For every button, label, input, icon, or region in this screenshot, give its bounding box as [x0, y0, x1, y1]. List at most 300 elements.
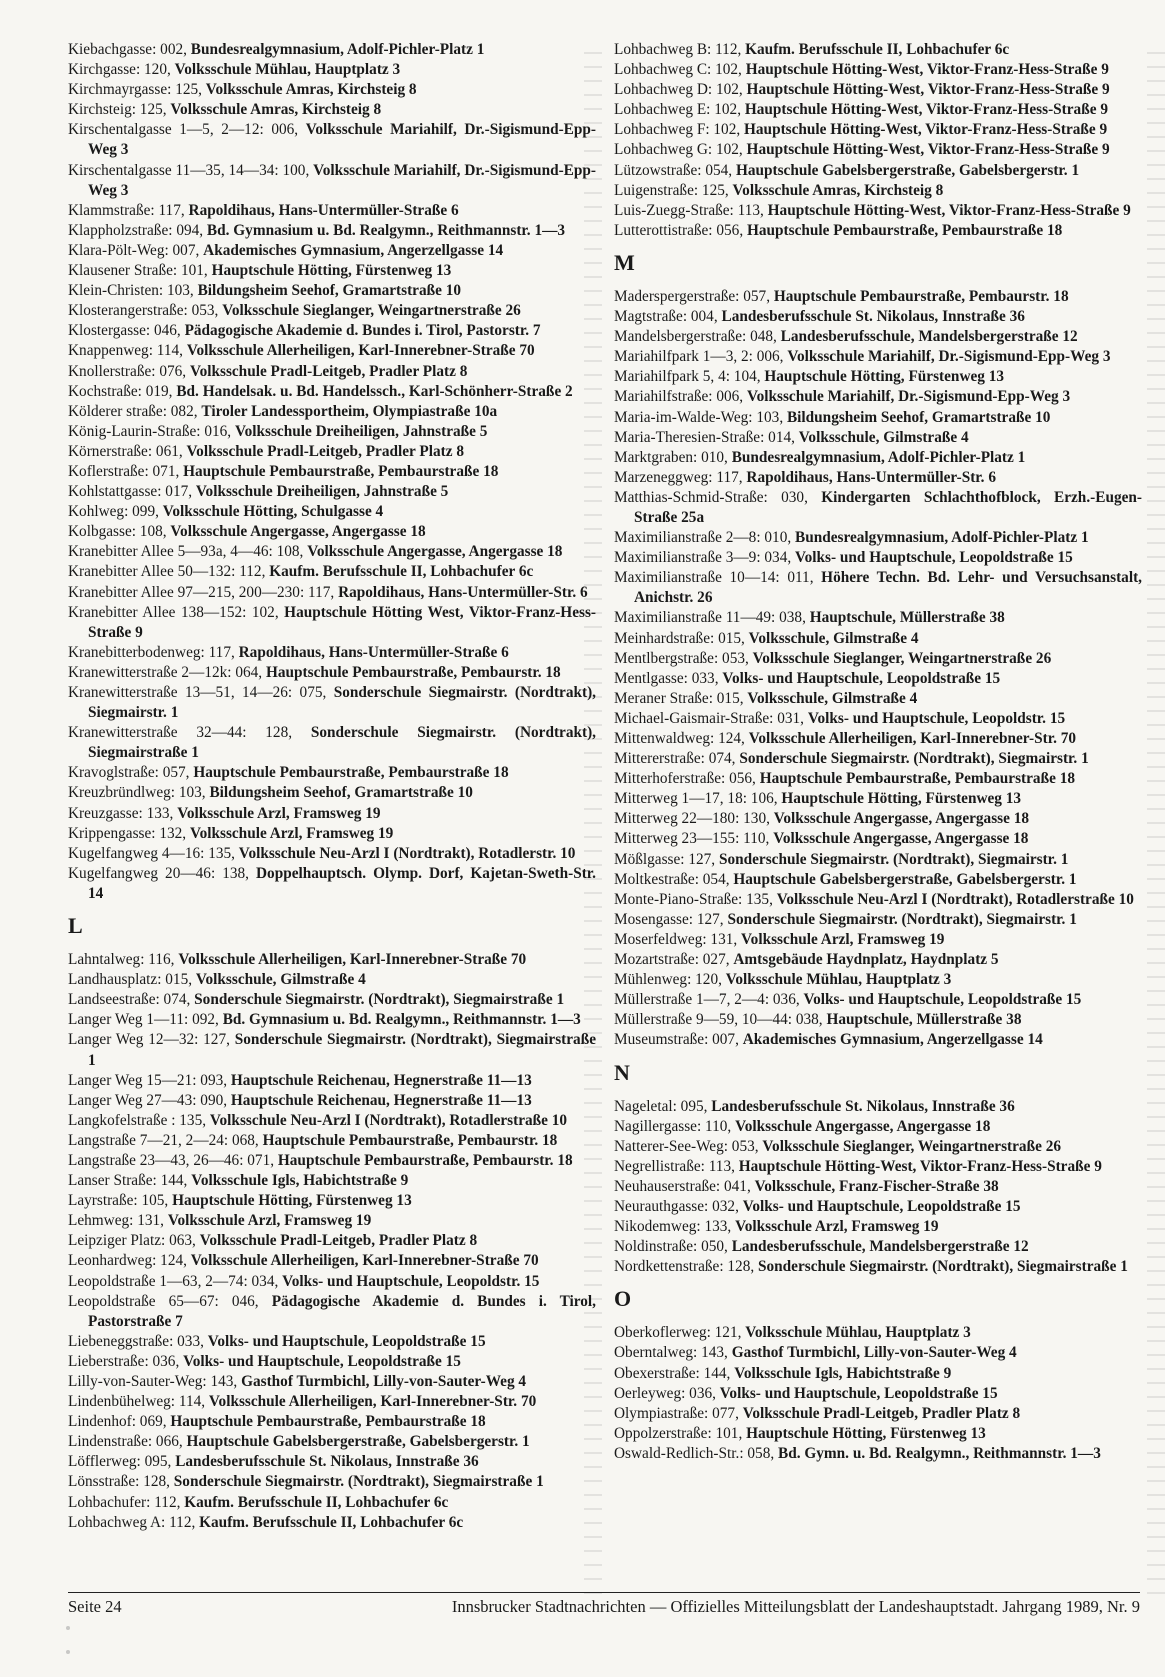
street-entry	[614, 40, 1142, 60]
street-entry	[68, 723, 596, 763]
school-assignment: Volksschule Mühlau, Hauptplatz 3	[745, 1324, 971, 1342]
street-entry	[68, 783, 596, 803]
street-name: Mühlenweg: 120,	[614, 971, 722, 989]
street-name: Kugelfangweg 20—46: 138,	[68, 864, 249, 882]
school-assignment: Höhere Techn. Bd. Lehr- und Versuchsanstalt, Anichstr. 26	[634, 569, 1142, 607]
school-assignment: Sonderschule Siegmairstr. (Nordtrakt), Siegmairstraße 1	[194, 991, 565, 1009]
street-name: Kirchgasse: 120,	[68, 61, 171, 79]
street-name: Kiebachgasse: 002,	[68, 41, 187, 58]
street-entry	[614, 1117, 1142, 1137]
street-entry	[68, 201, 596, 221]
school-assignment: Volksschule Dreiheiligen, Jahnstraße 5	[234, 422, 488, 440]
street-entry	[614, 970, 1142, 990]
school-assignment: Volksschule Pradl-Leitgeb, Pradler Platz 8	[186, 442, 464, 460]
street-entry	[614, 181, 1142, 201]
street-name: Obexerstraße: 144,	[614, 1364, 731, 1382]
street-entry	[68, 1151, 596, 1171]
school-assignment: Volksschule, Gilmstraße 4	[798, 428, 969, 446]
street-name: Kranebitter Allee 97—215, 200—230: 117,	[68, 583, 335, 601]
street-name: Kranebitter Allee 5—93a, 4—46: 108,	[68, 543, 304, 561]
street-entry	[68, 80, 596, 100]
school-assignment: Pädagogische Akademie d. Bundes i. Tirol, Pastorstr. 7	[184, 322, 541, 340]
street-entry	[614, 1030, 1142, 1050]
section-letter: M	[614, 249, 635, 275]
street-name: Nagillergasse: 110,	[614, 1117, 732, 1135]
school-assignment: Hauptschule Pembaurstraße, Pembaurstr. 18	[277, 1151, 573, 1169]
street-name: Marzeneggweg: 117,	[614, 468, 743, 486]
street-entry	[614, 428, 1142, 448]
school-assignment: Volksschule, Gilmstraße 4	[195, 971, 366, 989]
right-column	[614, 40, 1142, 1464]
school-assignment: Volksschule Arzl, Framsweg 19	[189, 824, 394, 842]
street-name: Kochstraße: 019,	[68, 382, 173, 400]
street-entry	[68, 161, 596, 201]
street-entry	[68, 950, 596, 970]
school-assignment: Volksschule Amras, Kirchsteig 8	[170, 101, 382, 119]
street-entry	[614, 80, 1142, 100]
street-name: Meinhardstraße: 015,	[614, 629, 745, 647]
street-entry	[614, 709, 1142, 729]
street-entry	[68, 1392, 596, 1412]
street-entry	[68, 341, 596, 361]
street-name: Neurauthgasse: 032,	[614, 1197, 739, 1215]
street-name: Langstraße 7—21, 2—24: 068,	[68, 1131, 259, 1149]
school-assignment: Volks- und Hauptschule, Leopoldstraße 15	[742, 1197, 1021, 1215]
school-assignment: Volks- und Hauptschule, Leopoldstraße 15	[803, 991, 1082, 1009]
school-assignment: Volksschule Pradl-Leitgeb, Pradler Platz 8	[742, 1404, 1021, 1422]
street-name: Lilly-von-Sauter-Weg: 143,	[68, 1373, 238, 1390]
school-assignment: Gasthof Turmbichl, Lilly-von-Sauter-Weg 4	[731, 1344, 1017, 1362]
school-assignment: Volksschule, Gilmstraße 4	[748, 629, 919, 647]
street-entry	[68, 1010, 596, 1030]
street-name: Lohbachweg E: 102,	[614, 101, 742, 119]
street-entry	[68, 462, 596, 482]
street-name: Layrstraße: 105,	[68, 1192, 169, 1210]
school-assignment: Volksschule Hötting, Schulgasse 4	[162, 503, 384, 521]
street-name: Luis-Zuegg-Straße: 113,	[614, 201, 764, 219]
school-assignment: Volks- und Hauptschule, Leopoldstr. 15	[282, 1272, 540, 1290]
street-name: Kohlweg: 099,	[68, 503, 159, 521]
school-assignment: Volksschule Allerheiligen, Karl-Innerebner-Straße 70	[190, 1252, 539, 1270]
street-name: Klappholzstraße: 094,	[68, 221, 204, 239]
street-entry	[614, 1424, 1142, 1444]
street-name: Mittenwaldweg: 124,	[614, 730, 745, 747]
street-entry	[68, 502, 596, 522]
street-entry	[68, 1091, 596, 1111]
street-entry	[614, 789, 1142, 809]
school-assignment: Hauptschule Pembaurstraße, Pembaurstr. 18	[262, 1131, 558, 1149]
street-entry	[68, 100, 596, 120]
school-assignment: Rapoldihaus, Hans-Untermüller-Straße 6	[188, 201, 459, 219]
street-entry	[68, 643, 596, 663]
street-name: Landseestraße: 074,	[68, 991, 191, 1009]
street-entry	[614, 347, 1142, 367]
school-assignment: Akademisches Gymnasium, Angerzellgasse 14	[742, 1031, 1043, 1049]
school-assignment: Volksschule Arzl, Framsweg 19	[741, 930, 945, 948]
street-entry	[614, 1444, 1142, 1464]
street-name: Mandelsbergerstraße: 048,	[614, 328, 777, 346]
street-name: Marktgraben: 010,	[614, 448, 728, 466]
street-entry	[614, 1237, 1142, 1257]
street-entry	[68, 562, 596, 582]
school-assignment: Hauptschule Hötting-West, Viktor-Franz-Hess-Straße 9	[746, 81, 1110, 99]
street-entry	[68, 970, 596, 990]
school-assignment: Volksschule Arzl, Framsweg 19	[177, 804, 381, 822]
school-assignment: Volksschule Sieglanger, Weingartnerstraße 26	[222, 302, 521, 320]
street-name: Luigenstraße: 125,	[614, 181, 729, 199]
street-entry	[68, 1292, 596, 1332]
street-name: Mozartstraße: 027,	[614, 951, 730, 969]
street-entry	[68, 1372, 596, 1392]
school-assignment: Volksschule Pradl-Leitgeb, Pradler Platz 8	[189, 362, 468, 380]
school-assignment: Volksschule Mariahilf, Dr.-Sigismund-Epp-Weg 3	[787, 348, 1111, 366]
school-assignment: Volksschule Mühlau, Hauptplatz 3	[725, 971, 952, 989]
street-name: Lützowstraße: 054,	[614, 161, 733, 179]
street-name: Lohbachweg F: 102,	[614, 121, 741, 139]
street-name: Leopoldstraße 1—63, 2—74: 034,	[68, 1272, 279, 1290]
street-entry	[68, 864, 596, 904]
street-name: Lohbachweg B: 112,	[614, 41, 742, 58]
street-entry	[614, 568, 1142, 608]
street-entry	[614, 649, 1142, 669]
street-name: Kirchsteig: 125,	[68, 101, 167, 119]
school-assignment: Volksschule Angergasse, Angergasse 18	[735, 1117, 991, 1135]
street-name: Lieberstraße: 036,	[68, 1352, 180, 1370]
street-entry	[68, 583, 596, 603]
street-name: Maria-Theresien-Straße: 014,	[614, 428, 795, 446]
street-entry	[614, 140, 1142, 160]
street-name: Landhausplatz: 015,	[68, 971, 193, 989]
school-assignment: Bd. Gymn. u. Bd. Realgymn., Reithmannstr. 1—3	[778, 1444, 1101, 1462]
school-assignment: Volksschule Allerheiligen, Karl-Innerebner-Straße 70	[186, 342, 535, 360]
street-entry	[68, 1030, 596, 1070]
school-assignment: Hauptschule, Müllerstraße 38	[809, 609, 1005, 627]
school-assignment: Sonderschule Siegmairstr. (Nordtrakt), Siegmairstraße 1	[88, 724, 596, 762]
street-name: Klausener Straße: 101,	[68, 262, 208, 280]
street-name: Langkofelstraße : 135,	[68, 1111, 207, 1129]
school-assignment: Akademisches Gymnasium, Angerzellgasse 14	[203, 241, 504, 259]
street-entry	[68, 301, 596, 321]
school-assignment: Hauptschule Hötting, Fürstenweg 13	[764, 368, 1005, 386]
street-entry	[614, 1010, 1142, 1030]
street-entry	[614, 221, 1142, 241]
school-assignment: Volks- und Hauptschule, Leopoldstraße 15	[207, 1332, 486, 1350]
street-name: Kugelfangweg 4—16: 135,	[68, 844, 235, 862]
street-name: Lohbachweg G: 102,	[614, 141, 743, 159]
street-name: Lönsstraße: 128,	[68, 1473, 170, 1491]
street-name: Meraner Straße: 015,	[614, 689, 744, 707]
street-name: Noldinstraße: 050,	[614, 1238, 728, 1256]
street-entry	[68, 1131, 596, 1151]
street-name: Klara-Pölt-Weg: 007,	[68, 241, 200, 259]
school-assignment: Hauptschule, Müllerstraße 38	[826, 1011, 1022, 1029]
street-name: Klosterangerstraße: 053,	[68, 302, 219, 320]
school-assignment: Hauptschule Reichenau, Hegnerstraße 11—13	[230, 1091, 532, 1109]
street-entry	[68, 241, 596, 261]
street-entry	[68, 844, 596, 864]
street-entry	[614, 890, 1142, 910]
street-name: Mariahilfpark 5, 4: 104,	[614, 368, 761, 386]
school-assignment: Volks- und Hauptschule, Leopoldstr. 15	[807, 709, 1066, 727]
street-entry	[614, 201, 1142, 221]
street-entry	[68, 1472, 596, 1492]
school-assignment: Hauptschule Pembaurstraße, Pembaurstraße 18	[193, 764, 509, 782]
street-name: Müllerstraße 1—7, 2—4: 036,	[614, 991, 800, 1009]
street-name: Müllerstraße 9—59, 10—44: 038,	[614, 1011, 823, 1029]
school-assignment: Hauptschule Hötting-West, Viktor-Franz-Hess-Straße 9	[746, 141, 1110, 159]
school-assignment: Rapoldihaus, Hans-Untermüller-Straße 6	[238, 643, 509, 661]
street-name: Lohbachweg C: 102,	[614, 61, 742, 79]
street-entry	[68, 522, 596, 542]
street-name: Matthias-Schmid-Straße: 030,	[614, 488, 808, 506]
street-entry	[614, 548, 1142, 568]
street-entry	[68, 1171, 596, 1191]
bleed-through-column	[1147, 40, 1165, 1597]
street-entry	[614, 729, 1142, 749]
street-name: Monte-Piano-Straße: 135,	[614, 890, 773, 908]
street-entry	[68, 382, 596, 402]
street-name: Lutterottistraße: 056,	[614, 221, 744, 239]
street-entry	[68, 1412, 596, 1432]
street-name: Kravoglstraße: 057,	[68, 764, 190, 782]
school-assignment: Volksschule Mariahilf, Dr.-Sigismund-Epp-Weg 3	[88, 161, 596, 199]
street-entry	[68, 60, 596, 80]
street-name: Lindenbühelweg: 114,	[68, 1393, 206, 1411]
school-assignment: Sonderschule Siegmairstr. (Nordtrakt), Siegmairstr. 1	[739, 750, 1089, 768]
street-name: Liebeneggstraße: 033,	[68, 1332, 204, 1350]
street-name: Kreuzbründlweg: 103,	[68, 784, 206, 802]
street-entry	[68, 120, 596, 160]
school-assignment: Volksschule Dreiheiligen, Jahnstraße 5	[195, 483, 449, 501]
street-entry	[614, 1257, 1142, 1277]
street-name: Kreuzgasse: 133,	[68, 804, 174, 822]
street-entry	[614, 1364, 1142, 1384]
left-column	[68, 40, 596, 1533]
street-name: Mosengasse: 127,	[614, 910, 724, 928]
street-name: Kranewitterstraße 32—44: 128,	[68, 724, 293, 742]
street-entry	[614, 327, 1142, 347]
street-entry	[614, 870, 1142, 890]
school-assignment: Sonderschule Siegmairstr. (Nordtrakt), Siegmairstr. 1	[718, 850, 1069, 868]
street-name: Mitterweg 22—180: 130,	[614, 810, 770, 828]
street-name: Lanser Straße: 144,	[68, 1172, 188, 1190]
street-entry	[614, 1177, 1142, 1197]
street-entry	[68, 362, 596, 382]
street-entry	[614, 387, 1142, 407]
school-assignment: Landesberufsschule, Mandelsbergerstraße 12	[731, 1238, 1029, 1256]
street-entry	[68, 763, 596, 783]
school-assignment: Gasthof Turmbichl, Lilly-von-Sauter-Weg 4	[241, 1373, 527, 1390]
street-entry	[68, 1513, 596, 1533]
street-name: Maderspergerstraße: 057,	[614, 287, 771, 305]
street-entry	[68, 1111, 596, 1131]
page-number: Seite 24	[68, 1597, 122, 1616]
school-assignment: Volksschule Angergasse, Angergasse 18	[773, 810, 1030, 828]
school-assignment: Volksschule, Gilmstraße 4	[747, 689, 918, 707]
school-assignment: Hauptschule Hötting-West, Viktor-Franz-Hess-Straße 9	[744, 121, 1108, 139]
street-name: Lindenhof: 069,	[68, 1413, 167, 1431]
school-assignment: Hauptschule Hötting, Fürstenweg 13	[746, 1424, 986, 1442]
school-assignment: Hauptschule Pembaurstraße, Pembaurstraße 18	[183, 462, 499, 480]
school-assignment: Volksschule Allerheiligen, Karl-Innerebner-Str. 70	[748, 730, 1077, 747]
street-name: Lohbachweg D: 102,	[614, 81, 743, 99]
school-assignment: Volksschule Pradl-Leitgeb, Pradler Platz 8	[199, 1232, 478, 1250]
scan-speck	[66, 1626, 70, 1630]
street-entry	[614, 689, 1142, 709]
street-entry	[68, 1352, 596, 1372]
street-entry	[614, 100, 1142, 120]
street-name: Lohbachweg A: 112,	[68, 1513, 196, 1531]
street-name: Körnerstraße: 061,	[68, 442, 183, 460]
school-assignment: Hauptschule Hötting-West, Viktor-Franz-Hess-Straße 9	[767, 201, 1131, 219]
street-entry	[68, 542, 596, 562]
school-assignment: Bundesrealgymnasium, Adolf-Pichler-Platz 1	[731, 448, 1026, 466]
section-letter: L	[68, 913, 83, 939]
street-name: Lindenstraße: 066,	[68, 1433, 183, 1451]
street-name: Nordkettenstraße: 128,	[614, 1258, 755, 1276]
street-entry	[614, 1343, 1142, 1363]
street-name: Mitterweg 23—155: 110,	[614, 830, 770, 848]
school-assignment: Rapoldihaus, Hans-Untermüller-Str. 6	[746, 468, 996, 486]
street-name: Löfflerweg: 095,	[68, 1453, 172, 1471]
school-assignment: Bd. Handelsak. u. Bd. Handelssch., Karl-Schönherr-Straße 2	[176, 382, 573, 400]
school-assignment: Hauptschule Hötting West, Viktor-Franz-Hess-Straße 9	[88, 603, 596, 641]
school-assignment: Sonderschule Siegmairstr. (Nordtrakt), Siegmairstraße 1	[758, 1258, 1128, 1276]
street-name: Mößlgasse: 127,	[614, 850, 716, 868]
school-assignment: Hauptschule Pembaurstraße, Pembaurstr. 18	[265, 663, 561, 681]
street-entry	[614, 448, 1142, 468]
street-entry	[614, 161, 1142, 181]
street-name: Lehmweg: 131,	[68, 1212, 165, 1230]
street-entry	[614, 608, 1142, 628]
street-entry	[68, 422, 596, 442]
school-assignment: Volks- und Hauptschule, Leopoldstraße 15	[795, 549, 1073, 567]
school-assignment: Landesberufsschule St. Nikolaus, Innstraße 36	[721, 308, 1025, 326]
street-entry	[614, 910, 1142, 930]
street-name: Maximilianstraße 3—9: 034,	[614, 549, 792, 567]
street-name: Knollerstraße: 076,	[68, 362, 187, 380]
street-entry	[614, 408, 1142, 428]
street-name: König-Laurin-Straße: 016,	[68, 422, 232, 440]
street-entry	[614, 1323, 1142, 1343]
school-assignment: Volks- und Hauptschule, Leopoldstraße 15	[183, 1352, 461, 1370]
school-assignment: Kaufm. Berufsschule II, Lohbachufer 6c	[184, 1493, 449, 1511]
school-assignment: Hauptschule Gabelsbergerstraße, Gabelsbergerstr. 1	[733, 870, 1077, 888]
street-entry	[614, 367, 1142, 387]
footer-rule	[68, 1592, 1140, 1593]
street-entry	[614, 1404, 1142, 1424]
street-name: Maximilianstraße 10—14: 011,	[614, 569, 814, 587]
school-assignment: Volksschule Angergasse, Angergasse 18	[170, 523, 426, 541]
street-name: Mentlbergstraße: 053,	[614, 649, 749, 667]
street-name: Kirchmayrgasse: 125,	[68, 81, 202, 99]
school-assignment: Volksschule Igls, Habichtstraße 9	[191, 1172, 409, 1190]
street-name: Koflerstraße: 071,	[68, 462, 180, 480]
street-entry	[68, 40, 596, 60]
street-name: Maria-im-Walde-Weg: 103,	[614, 408, 784, 426]
street-name: Klammstraße: 117,	[68, 201, 185, 219]
street-entry	[68, 663, 596, 683]
street-entry	[68, 1452, 596, 1472]
school-assignment: Landesberufsschule St. Nikolaus, Innstraße 36	[175, 1453, 479, 1471]
street-name: Oberntalweg: 143,	[614, 1344, 728, 1362]
street-entry	[68, 281, 596, 301]
school-assignment: Volks- und Hauptschule, Leopoldstraße 15	[719, 1384, 998, 1402]
school-assignment: Sonderschule Siegmairstr. (Nordtrakt), Siegmairstr. 1	[88, 684, 596, 722]
street-entry	[68, 1231, 596, 1251]
school-assignment: Volksschule Arzl, Framsweg 19	[735, 1218, 939, 1236]
school-assignment: Bundesrealgymnasium, Adolf-Pichler-Platz 1	[795, 529, 1089, 547]
street-entry	[614, 930, 1142, 950]
street-name: Magtstraße: 004,	[614, 308, 718, 326]
street-entry	[614, 528, 1142, 548]
street-name: Krippengasse: 132,	[68, 824, 187, 842]
street-name: Mentlgasse: 033,	[614, 669, 719, 687]
street-name: Mitterhoferstraße: 056,	[614, 770, 756, 788]
street-entry	[68, 1251, 596, 1271]
school-assignment: Volksschule Allerheiligen, Karl-Innerebner-Straße 70	[178, 951, 527, 969]
street-entry	[68, 603, 596, 643]
street-entry	[614, 829, 1142, 849]
street-entry	[614, 307, 1142, 327]
school-assignment: Volksschule Arzl, Framsweg 19	[167, 1212, 372, 1230]
school-assignment: Kindergarten Schlachthofblock, Erzh.-Eugen-Straße 25a	[634, 488, 1142, 526]
street-name: Kohlstattgasse: 017,	[68, 483, 193, 501]
section-letter: N	[614, 1059, 630, 1085]
street-name: Museumstraße: 007,	[614, 1031, 739, 1049]
street-entry	[614, 1097, 1142, 1117]
street-entry	[614, 60, 1142, 80]
street-entry	[68, 1191, 596, 1211]
school-assignment: Volksschule Mühlau, Hauptplatz 3	[174, 61, 401, 79]
scan-speck	[66, 1650, 70, 1654]
street-name: Lahntalweg: 116,	[68, 951, 175, 969]
street-name: Kranewitterstraße 13—51, 14—26: 075,	[68, 684, 327, 701]
school-assignment: Volksschule, Franz-Fischer-Straße 38	[754, 1177, 999, 1195]
street-name: Oerleyweg: 036,	[614, 1384, 716, 1402]
street-name: Maximilianstraße 11—49: 038,	[614, 609, 806, 627]
street-name: Kölderer straße: 082,	[68, 402, 198, 420]
street-entry	[68, 824, 596, 844]
school-assignment: Rapoldihaus, Hans-Untermüller-Str. 6	[338, 583, 588, 601]
school-assignment: Volksschule Angergasse, Angergasse 18	[307, 543, 563, 561]
school-assignment: Hauptschule Gabelsbergerstraße, Gabelsbergerstr. 1	[735, 161, 1080, 179]
street-name: Kranebitterbodenweg: 117,	[68, 643, 235, 661]
section-letter: O	[614, 1286, 632, 1312]
street-name: Michael-Gaismair-Straße: 031,	[614, 709, 804, 727]
street-name: Natterer-See-Weg: 053,	[614, 1137, 759, 1155]
street-name: Kranewitterstraße 2—12k: 064,	[68, 663, 263, 681]
street-name: Olympiastraße: 077,	[614, 1404, 739, 1422]
street-entry	[614, 1157, 1142, 1177]
street-entry	[614, 1217, 1142, 1237]
street-entry	[614, 669, 1142, 689]
street-entry	[68, 442, 596, 462]
school-assignment: Sonderschule Siegmairstr. (Nordtrakt), Siegmairstraße 1	[173, 1473, 544, 1491]
street-name: Mitterweg 1—17, 18: 106,	[614, 790, 778, 808]
street-entry	[614, 1137, 1142, 1157]
school-assignment: Volksschule Mariahilf, Dr.-Sigismund-Epp-Weg 3	[88, 121, 596, 159]
street-entry	[614, 950, 1142, 970]
school-assignment: Kaufm. Berufsschule II, Lohbachufer 6c	[199, 1513, 464, 1531]
school-assignment: Kaufm. Berufsschule II, Lohbachufer 6c	[269, 563, 534, 581]
street-name: Langer Weg 12—32: 127,	[68, 1031, 230, 1049]
school-assignment: Landesberufsschule, Mandelsbergerstraße 12	[780, 328, 1078, 346]
street-entry	[68, 261, 596, 281]
street-name: Klein-Christen: 103,	[68, 282, 194, 300]
street-name: Moserfeldweg: 131,	[614, 930, 738, 948]
school-assignment: Amtsgebäude Haydnplatz, Haydnplatz 5	[733, 951, 999, 969]
